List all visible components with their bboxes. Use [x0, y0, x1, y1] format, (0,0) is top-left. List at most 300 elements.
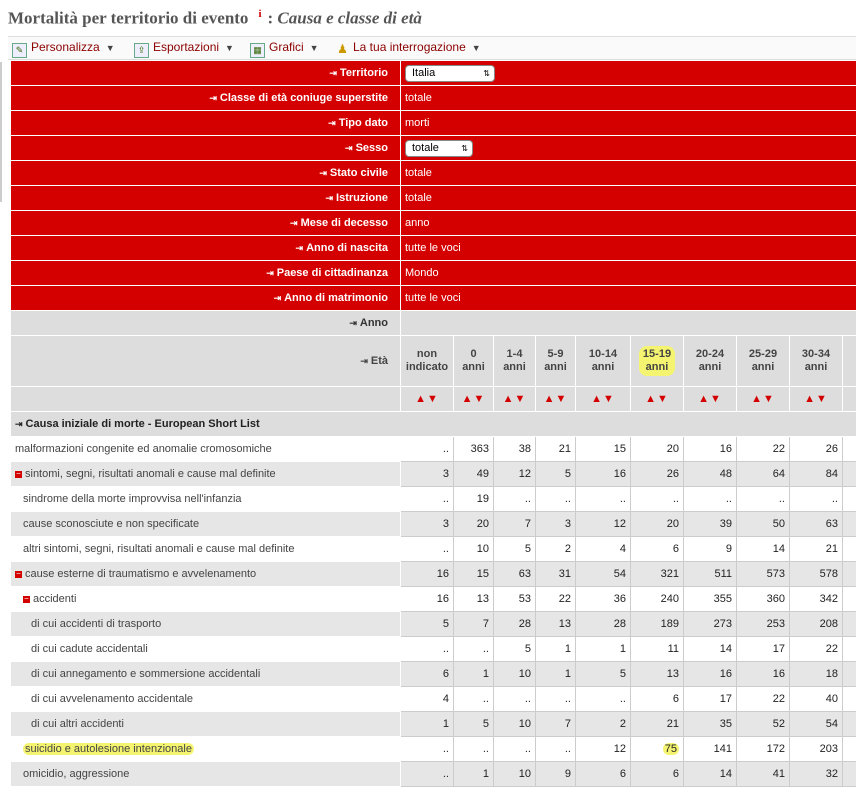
table-cell: [737, 637, 790, 662]
cell-value: 14: [773, 543, 785, 555]
table-cell: [576, 587, 631, 612]
cell-value: 16: [773, 668, 785, 680]
table-cell: [536, 537, 576, 562]
table-cell: [536, 512, 576, 537]
filter-value-text: anno: [405, 217, 429, 229]
sort-arrows-icon[interactable]: ▲▼: [462, 393, 486, 405]
row-label-text: di cui altri accidenti: [31, 718, 124, 730]
cell-value: ..: [673, 493, 679, 505]
cell-value: 578: [820, 568, 838, 580]
filter-row: [11, 286, 856, 311]
filter-label[interactable]: [11, 61, 401, 86]
filter-label[interactable]: [11, 211, 401, 236]
cell-value: 36: [614, 593, 626, 605]
row-label-text: cause esterne di traumatismo e avvelenamento: [25, 568, 256, 580]
cell-value: 10: [477, 543, 489, 555]
cell-value: 1: [620, 643, 626, 655]
cell-value: 14: [720, 768, 732, 780]
table-row: [11, 662, 856, 687]
table-cell: [576, 762, 631, 787]
left-divider: [0, 62, 2, 202]
highlight-marker: [639, 346, 675, 376]
table-row: [11, 737, 856, 762]
table-cell: [454, 612, 494, 637]
table-cell: [843, 737, 856, 762]
table-cell: [576, 737, 631, 762]
sort-spacer: [11, 387, 401, 412]
chevron-down-icon: ▼: [106, 43, 115, 53]
sort-arrows-icon[interactable]: ▲▼: [751, 393, 775, 405]
table-cell: [684, 737, 737, 762]
cell-value: ..: [525, 493, 531, 505]
table-cell: [576, 487, 631, 512]
table-cell: [401, 462, 454, 487]
cell-value: 6: [443, 668, 449, 680]
charts-menu[interactable]: [250, 40, 319, 58]
cell-value: 21: [667, 718, 679, 730]
age-column-header: [737, 336, 790, 387]
cell-value: ..: [726, 493, 732, 505]
filter-label[interactable]: [11, 286, 401, 311]
filter-value: [401, 286, 856, 311]
row-label: [11, 537, 401, 562]
table-cell: [631, 737, 684, 762]
filter-row: [11, 211, 856, 236]
filter-label-text: Sesso: [356, 142, 388, 154]
filter-row: [11, 161, 856, 186]
cell-value: 10: [519, 718, 531, 730]
sort-arrows-icon[interactable]: ▲▼: [698, 393, 722, 405]
sort-arrows-icon[interactable]: ▲▼: [503, 393, 527, 405]
row-label-text: sintomi, segni, risultati anomali e cause mal definite: [25, 468, 276, 480]
filter-value: [401, 136, 856, 161]
table-cell: [576, 512, 631, 537]
table-cell: [684, 637, 737, 662]
cell-value: 321: [661, 568, 679, 580]
cell-value: ..: [620, 693, 626, 705]
sort-row: [11, 387, 856, 412]
table-cell: [631, 637, 684, 662]
table-cell: [454, 537, 494, 562]
cell-value: 84: [826, 468, 838, 480]
table-cell: [790, 487, 843, 512]
collapse-icon[interactable]: −: [15, 571, 22, 578]
table-row: [11, 437, 856, 462]
toolbar: [8, 36, 856, 60]
cell-value: 22: [773, 693, 785, 705]
cell-value: ..: [443, 643, 449, 655]
table-cell: [494, 437, 536, 462]
cell-value: 203: [820, 743, 838, 755]
sort-arrows-icon[interactable]: ▲▼: [804, 393, 828, 405]
cell-value: 3: [443, 518, 449, 530]
table-cell: [401, 612, 454, 637]
cell-value: 21: [559, 443, 571, 455]
table-cell: [576, 562, 631, 587]
highlight-marker: [663, 743, 679, 755]
row-label-text: altri sintomi, segni, risultati anomali e cause mal definite: [23, 543, 294, 555]
cell-value: 26: [667, 468, 679, 480]
cell-value: 22: [826, 643, 838, 655]
cell-value: ..: [565, 493, 571, 505]
cell-value: 7: [565, 718, 571, 730]
title-main: Mortalità per territorio di evento: [8, 9, 248, 28]
cell-value: 22: [559, 593, 571, 605]
cell-value: 54: [826, 718, 838, 730]
table-cell: [790, 637, 843, 662]
cell-value: 1: [483, 768, 489, 780]
cell-value: 16: [437, 593, 449, 605]
filter-label-text: Paese di cittadinanza: [277, 267, 388, 279]
table-cell: [737, 587, 790, 612]
expand-arrow-icon: ⇥: [328, 118, 336, 128]
table-cell: [631, 487, 684, 512]
filter-label-text: Classe di età coniuge superstite: [220, 92, 388, 104]
age-column-header: [843, 336, 856, 387]
table-cell: [631, 662, 684, 687]
cell-value: 20: [667, 443, 679, 455]
cell-value: 5: [565, 468, 571, 480]
cell-value: 20: [477, 518, 489, 530]
filter-value: [401, 236, 856, 261]
table-row: [11, 587, 856, 612]
highlight-marker: [23, 743, 194, 755]
cell-value: 273: [714, 618, 732, 630]
cell-value: 12: [614, 518, 626, 530]
filter-label-text: Anno di matrimonio: [284, 292, 388, 304]
cell-value: 1: [483, 668, 489, 680]
filter-label-text: Territorio: [340, 67, 388, 79]
table-cell: [536, 462, 576, 487]
table-cell: [684, 712, 737, 737]
cell-value: 41: [773, 768, 785, 780]
anno-value: [401, 311, 856, 336]
cell-value: 2: [620, 718, 626, 730]
eta-label-text: Età: [371, 355, 388, 367]
filter-label[interactable]: [11, 111, 401, 136]
table-cell: [454, 462, 494, 487]
sort-arrows-icon[interactable]: ▲▼: [544, 393, 568, 405]
table-cell: [576, 662, 631, 687]
table-row: [11, 762, 856, 787]
table-cell: [494, 712, 536, 737]
table-cell: [684, 462, 737, 487]
table-cell: [576, 462, 631, 487]
cell-value: 19: [477, 493, 489, 505]
cell-value: 32: [826, 768, 838, 780]
cell-value: 53: [519, 593, 531, 605]
filter-row: [11, 261, 856, 286]
age-line2: indicato: [406, 361, 448, 373]
filter-value: [401, 211, 856, 236]
cell-value: 2: [565, 543, 571, 555]
sort-cell: [576, 387, 631, 412]
filter-select-value: Italia: [412, 67, 435, 79]
anno-label[interactable]: [11, 311, 401, 336]
cause-header-row: [11, 412, 856, 437]
table-cell: [494, 462, 536, 487]
filter-value: [401, 86, 856, 111]
filter-value: [401, 161, 856, 186]
table-cell: [790, 712, 843, 737]
filter-value: [401, 186, 856, 211]
table-cell: [631, 612, 684, 637]
expand-arrow-icon: ⇥: [360, 356, 368, 366]
row-label: [11, 487, 401, 512]
table-cell: [454, 662, 494, 687]
filter-value-text: Mondo: [405, 267, 439, 279]
query-label: La tua interrogazione: [353, 40, 466, 54]
table-row: [11, 487, 856, 512]
cell-value: ..: [483, 643, 489, 655]
table-cell: [843, 462, 856, 487]
customize-menu[interactable]: [12, 40, 115, 58]
chart-icon: ▦: [250, 43, 265, 58]
cell-value: 1: [443, 718, 449, 730]
sort-cell: [684, 387, 737, 412]
cell-value: ..: [443, 768, 449, 780]
cell-value: 17: [720, 693, 732, 705]
cell-value: 3: [565, 518, 571, 530]
cell-value: 50: [773, 518, 785, 530]
collapse-icon[interactable]: −: [15, 471, 22, 478]
table-cell: [536, 637, 576, 662]
age-line1: 10-14: [589, 348, 617, 360]
cell-value: 64: [773, 468, 785, 480]
cell-value: 1: [565, 643, 571, 655]
table-cell: [843, 662, 856, 687]
row-label-text: omicidio, aggressione: [23, 768, 129, 780]
cell-value: 39: [720, 518, 732, 530]
filter-label[interactable]: [11, 161, 401, 186]
table-cell: [536, 687, 576, 712]
table-cell: [494, 687, 536, 712]
filter-label[interactable]: [11, 261, 401, 286]
table-cell: [737, 687, 790, 712]
cell-value: 253: [767, 618, 785, 630]
row-label: [11, 612, 401, 637]
filter-row: [11, 186, 856, 211]
table-cell: [684, 512, 737, 537]
filter-label[interactable]: [11, 236, 401, 261]
chevron-down-icon: ▼: [225, 43, 234, 53]
table-cell: [631, 437, 684, 462]
table-cell: [737, 562, 790, 587]
cell-value: 16: [720, 668, 732, 680]
table-cell: [494, 637, 536, 662]
cell-value: 360: [767, 593, 785, 605]
filter-select-value: totale: [412, 142, 439, 154]
filter-label-text: Anno di nascita: [306, 242, 388, 254]
table-cell: [454, 562, 494, 587]
cell-value: 13: [477, 593, 489, 605]
expand-arrow-icon: ⇥: [349, 318, 357, 328]
table-cell: [684, 437, 737, 462]
table-row: [11, 687, 856, 712]
cell-value: 35: [720, 718, 732, 730]
cell-value: 5: [525, 643, 531, 655]
row-label: [11, 437, 401, 462]
table-cell: [631, 587, 684, 612]
cell-value: 7: [483, 618, 489, 630]
filter-value-text: tutte le voci: [405, 242, 461, 254]
age-line1: 5-9: [548, 348, 564, 360]
sort-cell: [401, 387, 454, 412]
cell-value: 13: [559, 618, 571, 630]
filter-label-text: Mese di decesso: [301, 217, 388, 229]
table-cell: [631, 712, 684, 737]
query-menu[interactable]: [336, 40, 481, 56]
table-cell: [737, 612, 790, 637]
data-table: [10, 60, 856, 787]
export-menu[interactable]: [134, 40, 234, 58]
table-cell: [790, 612, 843, 637]
eta-label[interactable]: [11, 336, 401, 387]
table-cell: [631, 537, 684, 562]
sort-arrows-icon[interactable]: ▲▼: [645, 393, 669, 405]
select-arrows-icon: ⇅: [483, 66, 490, 81]
customize-icon: ✎: [12, 43, 27, 58]
table-cell: [790, 512, 843, 537]
chevron-down-icon: ▼: [472, 43, 481, 53]
table-cell: [843, 487, 856, 512]
table-cell: [790, 562, 843, 587]
filter-value-text: totale: [405, 192, 432, 204]
table-cell: [576, 712, 631, 737]
row-label: [11, 462, 401, 487]
row-label: [11, 712, 401, 737]
table-cell: [631, 687, 684, 712]
expand-arrow-icon: ⇥: [329, 68, 337, 78]
table-cell: [401, 487, 454, 512]
age-column-header: [494, 336, 536, 387]
sort-cell: [536, 387, 576, 412]
age-line2: anni: [699, 361, 722, 373]
table-row: [11, 712, 856, 737]
row-label: [11, 687, 401, 712]
table-cell: [631, 562, 684, 587]
table-cell: [536, 487, 576, 512]
table-row: [11, 637, 856, 662]
cell-value: 48: [720, 468, 732, 480]
sort-arrows-icon[interactable]: ▲▼: [415, 393, 439, 405]
cell-value: 12: [614, 743, 626, 755]
table-cell: [401, 687, 454, 712]
cell-value: 38: [519, 443, 531, 455]
table-cell: [536, 762, 576, 787]
table-cell: [536, 737, 576, 762]
table-row: [11, 562, 856, 587]
cell-value: 511: [714, 568, 732, 580]
row-label-text: di cui cadute accidentali: [31, 643, 148, 655]
table-cell: [790, 587, 843, 612]
cell-value: 208: [820, 618, 838, 630]
age-column-header: [576, 336, 631, 387]
table-cell: [737, 737, 790, 762]
row-label-text: di cui annegamento e sommersione accidentali: [31, 668, 260, 680]
age-column-header: [401, 336, 454, 387]
table-cell: [790, 737, 843, 762]
filter-label[interactable]: [11, 136, 401, 161]
info-icon[interactable]: i: [258, 8, 261, 20]
row-label: [11, 662, 401, 687]
filter-select[interactable]: [405, 140, 473, 157]
table-cell: [790, 437, 843, 462]
cause-header[interactable]: [11, 412, 856, 437]
sort-cell: [454, 387, 494, 412]
table-cell: [631, 512, 684, 537]
table-cell: [454, 687, 494, 712]
row-label-text: suicidio e autolesione intenzionale: [25, 743, 192, 755]
sort-arrows-icon[interactable]: ▲▼: [591, 393, 615, 405]
table-cell: [494, 562, 536, 587]
cell-value: 31: [559, 568, 571, 580]
filter-value: [401, 261, 856, 286]
age-line1: non: [417, 348, 437, 360]
cell-value: 16: [437, 568, 449, 580]
cell-value: 4: [620, 543, 626, 555]
cell-value: 6: [673, 768, 679, 780]
table-cell: [684, 612, 737, 637]
age-column-header: [631, 336, 684, 387]
cell-value: 11: [668, 643, 679, 655]
table-cell: [737, 537, 790, 562]
cell-value: 1: [565, 668, 571, 680]
expand-arrow-icon: ⇥: [266, 268, 274, 278]
select-arrows-icon: ⇅: [461, 141, 468, 156]
table-cell: [401, 437, 454, 462]
age-line2: anni: [462, 361, 485, 373]
row-label: [11, 637, 401, 662]
cell-value: 22: [773, 443, 785, 455]
filter-label[interactable]: [11, 186, 401, 211]
table-cell: [401, 712, 454, 737]
cell-value: 21: [826, 543, 838, 555]
age-line2: anni: [592, 361, 615, 373]
customize-label: Personalizza: [31, 40, 100, 54]
cell-value: 16: [720, 443, 732, 455]
filter-select[interactable]: [405, 65, 495, 82]
table-cell: [684, 662, 737, 687]
age-line1: 20-24: [696, 348, 724, 360]
table-cell: [494, 612, 536, 637]
age-column-header: [454, 336, 494, 387]
anno-label-text: Anno: [360, 317, 388, 329]
filter-row: [11, 111, 856, 136]
table-cell: [401, 637, 454, 662]
cell-value: ..: [483, 743, 489, 755]
table-cell: [843, 587, 856, 612]
table-cell: [576, 437, 631, 462]
table-cell: [737, 512, 790, 537]
table-cell: [843, 712, 856, 737]
row-label-text: di cui avvelenamento accidentale: [31, 693, 193, 705]
filter-label[interactable]: [11, 86, 401, 111]
cell-value: 363: [471, 443, 489, 455]
table-cell: [401, 737, 454, 762]
table-cell: [684, 762, 737, 787]
collapse-icon[interactable]: −: [23, 596, 30, 603]
cell-value: 63: [519, 568, 531, 580]
table-cell: [401, 662, 454, 687]
filter-row: [11, 136, 856, 161]
cell-value: 12: [519, 468, 531, 480]
table-cell: [576, 637, 631, 662]
age-line2: anni: [503, 361, 526, 373]
filter-row: [11, 236, 856, 261]
table-cell: [454, 487, 494, 512]
filter-value-text: totale: [405, 92, 432, 104]
